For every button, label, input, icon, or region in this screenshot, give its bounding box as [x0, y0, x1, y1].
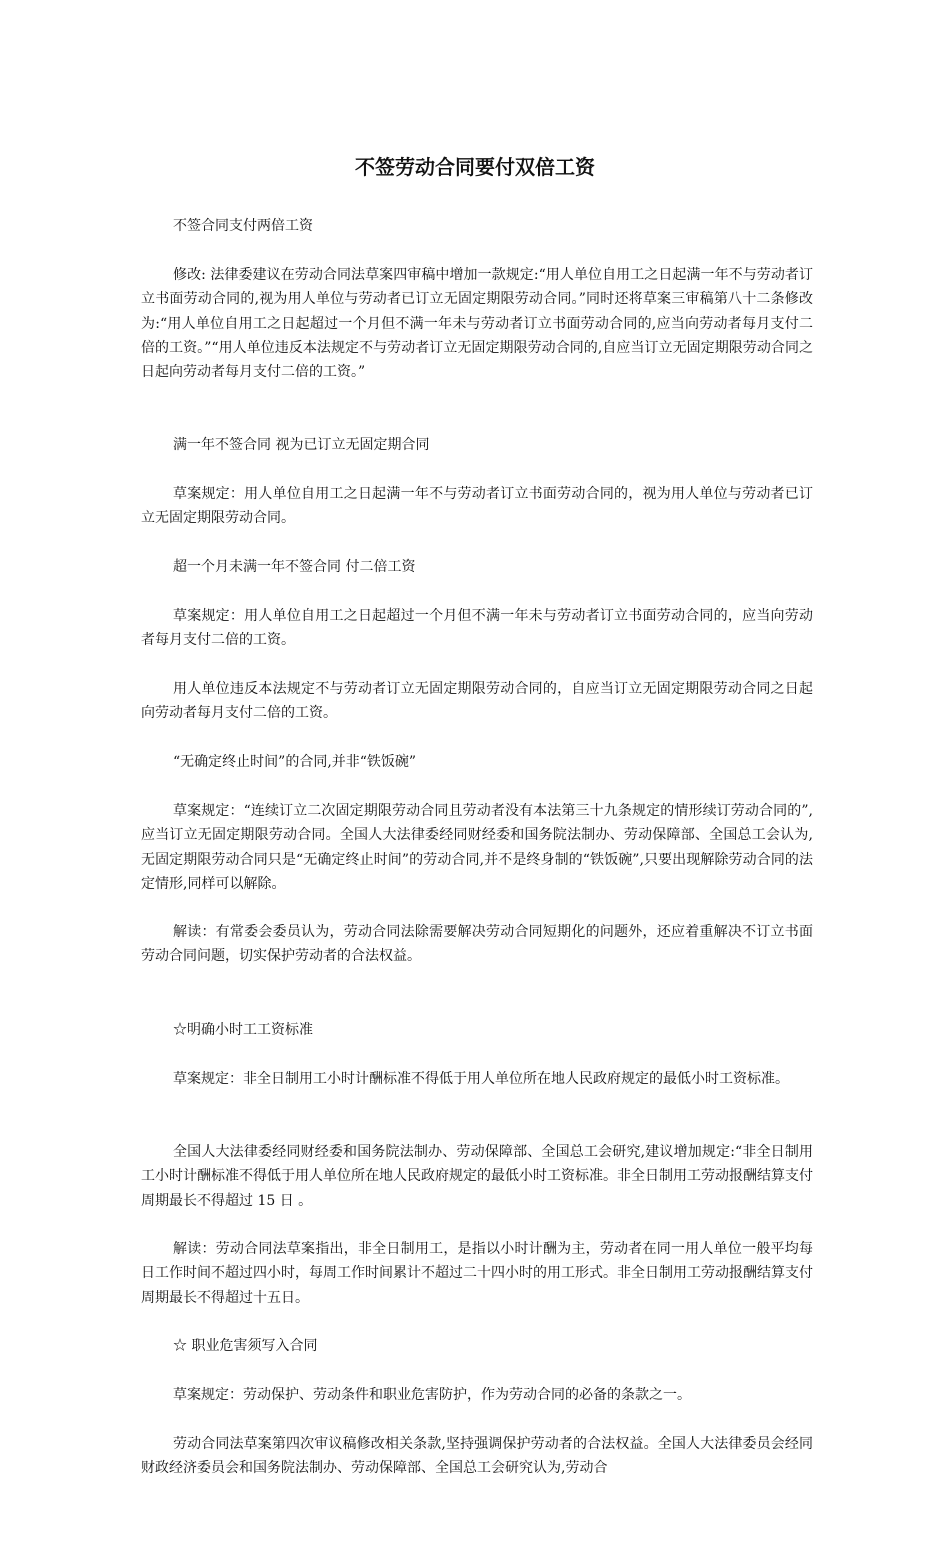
paragraph-draft-rule-open-ended: 草案规定：“连续订立二次固定期限劳动合同且劳动者没有本法第三十九条规定的情形续订劳动合同的”,应当订立无固定期限劳动合同。全国人大法律委经同财经委和国务院法制办、劳动保障部、全国总工会认为,无固定期限劳动合同只是“无确定终止时间”的劳动合同,并不是终身制的“铁饭碗”,只要出现解除劳动合同的法定情形,同样可以解除。 [141, 803, 813, 892]
paragraph-interpretation-part-time: 解读：劳动合同法草案指出，非全日制用工，是指以小时计酬为主，劳动者在同一用人单位一般平均每日工作时间不超过四小时，每周工作时间累计不超过二十四小时的用工形式。非全日制用工劳动报酬结算支付周期最长不得超过十五日。 [141, 1241, 813, 1306]
section-heading-occupational-hazard: ☆ 职业危害须写入合同 [173, 1338, 318, 1354]
section-heading-not-iron-rice-bowl: “无确定终止时间”的合同,并非“铁饭碗” [173, 754, 417, 770]
paragraph-draft-rule-double-wage: 草案规定：用人单位自用工之日起超过一个月但不满一年未与劳动者订立书面劳动合同的，应当向劳动者每月支付二倍的工资。 [141, 608, 813, 649]
paragraph-amendment: 修改: 法律委建议在劳动合同法草案四审稿中增加一款规定:“用人单位自用工之日起满一年不与劳动者订立书面劳动合同的,视为用人单位与劳动者已订立无固定期限劳动合同。”同时还将草案三审稿第八十二条修改为:“用人单位自用工之日起超过一个月但不满一年未与劳动者订立书面劳动合同的,应当向劳动者每月支付二倍的工资。”“用人单位违反本法规定不与劳动者订立无固定期限劳动合同的,自应当订立无固定期限劳动合同之日起向劳动者每月支付二倍的工资。” [141, 267, 813, 381]
section-heading-over-one-month: 超一个月未满一年不签合同 付二倍工资 [173, 559, 416, 575]
paragraph-violation-double-wage: 用人单位违反本法规定不与劳动者订立无固定期限劳动合同的，自应当订立无固定期限劳动合同之日起向劳动者每月支付二倍的工资。 [141, 681, 813, 722]
section-heading-one-year: 满一年不签合同 视为已订立无固定期合同 [173, 437, 430, 453]
document-title: 不签劳动合同要付双倍工资 [355, 155, 595, 179]
paragraph-draft-rule-occupational-hazard: 草案规定：劳动保护、劳动条件和职业危害防护，作为劳动合同的必备的条款之一。 [173, 1387, 691, 1403]
paragraph-committee-hourly-wage: 全国人大法律委经同财经委和国务院法制办、劳动保障部、全国总工会研究,建议增加规定:“非全日制用工小时计酬标准不得低于用人单位所在地人民政府规定的最低小时工资标准。非全日制用工劳动报酬结算支付周期最长不得超过 15 日 。 [141, 1144, 813, 1209]
section-heading-two-times-wage: 不签合同支付两倍工资 [173, 218, 313, 234]
section-heading-hourly-wage: ☆明确小时工工资标准 [173, 1022, 313, 1038]
paragraph-draft-rule-hourly-wage: 草案规定：非全日制用工小时计酬标准不得低于用人单位所在地人民政府规定的最低小时工资标准。 [173, 1071, 789, 1087]
paragraph-fourth-review-draft: 劳动合同法草案第四次审议稿修改相关条款,坚持强调保护劳动者的合法权益。全国人大法律委员会经同财政经济委员会和国务院法制办、劳动保障部、全国总工会研究认为,劳动合 [141, 1436, 813, 1477]
paragraph-draft-rule-one-year: 草案规定：用人单位自用工之日起满一年不与劳动者订立书面劳动合同的，视为用人单位与劳动者已订立无固定期限劳动合同。 [141, 486, 813, 527]
paragraph-interpretation-written-contract: 解读：有常委会委员认为，劳动合同法除需要解决劳动合同短期化的问题外，还应着重解决不订立书面劳动合同问题，切实保护劳动者的合法权益。 [141, 924, 813, 965]
